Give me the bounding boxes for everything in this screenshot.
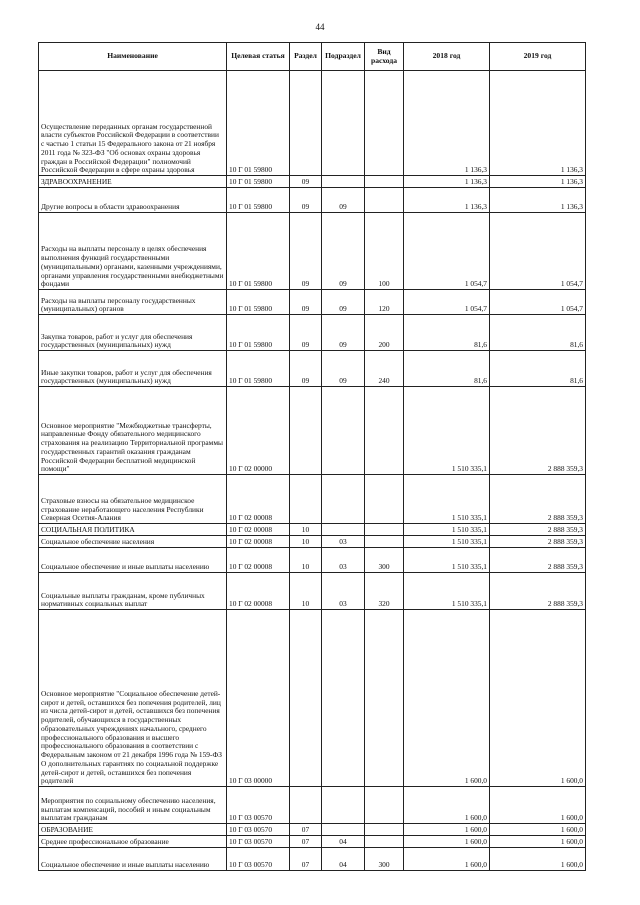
cell-amount-2018: 1 136,3: [404, 71, 490, 176]
cell-amount-2018: 1 054,7: [404, 290, 490, 315]
cell-section: [290, 475, 322, 524]
cell-section: 07: [290, 848, 322, 871]
table-row: [39, 573, 586, 610]
cell-name: Социальное обеспечение населения: [39, 536, 227, 548]
cell-section: 07: [290, 824, 322, 836]
table-row: [39, 213, 586, 290]
table-header-row: [39, 43, 586, 71]
cell-name: Социальное обеспечение и иные выплаты населению: [39, 548, 227, 573]
cell-amount-2019: 1 600,0: [490, 787, 586, 824]
cell-subsection: 09: [322, 351, 365, 387]
cell-subsection: [322, 387, 365, 475]
cell-name: Страховые взносы на обязательное медицинское страхование неработающего населения Республики Северная Осетия-Алания: [39, 475, 227, 524]
cell-target-article: 10 Г 01 59800: [227, 71, 290, 176]
cell-expense-type: [365, 71, 404, 176]
cell-amount-2019: 81,6: [490, 315, 586, 351]
cell-section: [290, 610, 322, 787]
cell-subsection: [322, 524, 365, 536]
cell-amount-2018: 1 136,3: [404, 176, 490, 188]
cell-subsection: 04: [322, 848, 365, 871]
cell-target-article: 10 Г 01 59800: [227, 188, 290, 213]
table-row: [39, 176, 586, 188]
cell-subsection: 03: [322, 573, 365, 610]
cell-amount-2018: 1 510 335,1: [404, 524, 490, 536]
cell-name: Другие вопросы в области здравоохранения: [39, 188, 227, 213]
cell-target-article: 10 Г 01 59800: [227, 290, 290, 315]
cell-name: Осуществление переданных органам государственной власти субъектов Российской Федерации в соответствии с частью 1 статьи 15 Федерального закона от 21 ноября 2011 года № 323-ФЗ "Об основах охраны здоровья граждан в Российской Федерации" полномочий Российской Федерации в сфере охраны здоровья: [39, 71, 227, 176]
cell-expense-type: [365, 836, 404, 848]
cell-amount-2018: 1 600,0: [404, 836, 490, 848]
cell-amount-2019: 2 888 359,3: [490, 536, 586, 548]
cell-expense-type: 320: [365, 573, 404, 610]
cell-section: 09: [290, 213, 322, 290]
cell-name: Расходы на выплаты персоналу в целях обеспечения выполнения функций государственными (муниципальными) органами, казенными учреждениями, органами управления государственными внебюджетными фондами: [39, 213, 227, 290]
header-year-2018: 2018 год: [404, 43, 490, 71]
cell-name: Иные закупки товаров, работ и услуг для обеспечения государственных (муниципальных) нужд: [39, 351, 227, 387]
cell-name: Социальное обеспечение и иные выплаты населению: [39, 848, 227, 871]
cell-section: 09: [290, 176, 322, 188]
cell-expense-type: [365, 176, 404, 188]
cell-name: Основное мероприятие "Социальное обеспечение детей-сирот и детей, оставшихся без попечения родителей, лиц из числа детей-сирот и детей, оставшихся без попечения родителей, обучающихся в государственных образовательных учреждениях начального, среднего профессионального образования и высшего профессионального образования в соответствии с Федеральным законом от 21 декабря 1996 года № 159-ФЗ О дополнительных гарантиях по социальной поддержке детей-сирот и детей, оставшихся без попечения родителей: [39, 610, 227, 787]
cell-amount-2019: 2 888 359,3: [490, 573, 586, 610]
cell-amount-2018: 1 054,7: [404, 213, 490, 290]
cell-amount-2018: 1 600,0: [404, 848, 490, 871]
budget-table: [38, 42, 586, 871]
cell-amount-2019: 1 054,7: [490, 213, 586, 290]
cell-section: 10: [290, 548, 322, 573]
cell-section: 09: [290, 351, 322, 387]
cell-amount-2018: 1 510 335,1: [404, 475, 490, 524]
cell-amount-2019: 1 136,3: [490, 188, 586, 213]
cell-expense-type: [365, 610, 404, 787]
cell-amount-2018: 1 600,0: [404, 610, 490, 787]
cell-target-article: 10 Г 01 59800: [227, 176, 290, 188]
cell-target-article: 10 Г 02 00008: [227, 475, 290, 524]
table-row: [39, 536, 586, 548]
cell-target-article: 10 Г 01 59800: [227, 213, 290, 290]
cell-target-article: 10 Г 02 00008: [227, 536, 290, 548]
cell-subsection: 09: [322, 213, 365, 290]
table-row: [39, 787, 586, 824]
table-row: [39, 315, 586, 351]
cell-target-article: 10 Г 01 59800: [227, 351, 290, 387]
cell-amount-2019: 1 600,0: [490, 610, 586, 787]
table-row: [39, 524, 586, 536]
cell-section: 10: [290, 573, 322, 610]
table-row: [39, 610, 586, 787]
cell-subsection: [322, 610, 365, 787]
table-row: [39, 824, 586, 836]
cell-subsection: [322, 176, 365, 188]
cell-amount-2018: 81,6: [404, 315, 490, 351]
cell-subsection: [322, 787, 365, 824]
cell-amount-2019: 1 136,3: [490, 176, 586, 188]
cell-target-article: 10 Г 02 00008: [227, 573, 290, 610]
cell-target-article: 10 Г 03 00570: [227, 824, 290, 836]
cell-amount-2018: 81,6: [404, 351, 490, 387]
cell-expense-type: [365, 188, 404, 213]
cell-expense-type: 300: [365, 848, 404, 871]
cell-subsection: [322, 71, 365, 176]
cell-section: [290, 787, 322, 824]
header-expense-type: Вид расхода: [365, 43, 404, 71]
cell-amount-2019: 2 888 359,3: [490, 548, 586, 573]
cell-name: СОЦИАЛЬНАЯ ПОЛИТИКА: [39, 524, 227, 536]
cell-section: 09: [290, 188, 322, 213]
cell-expense-type: 240: [365, 351, 404, 387]
cell-section: 10: [290, 536, 322, 548]
cell-amount-2019: 81,6: [490, 351, 586, 387]
cell-expense-type: [365, 787, 404, 824]
cell-amount-2018: 1 510 335,1: [404, 387, 490, 475]
cell-target-article: 10 Г 03 00570: [227, 836, 290, 848]
cell-amount-2019: 1 600,0: [490, 836, 586, 848]
header-subsection: Подраздел: [322, 43, 365, 71]
cell-expense-type: [365, 387, 404, 475]
cell-expense-type: 100: [365, 213, 404, 290]
cell-amount-2019: 1 600,0: [490, 824, 586, 836]
table-row: [39, 387, 586, 475]
cell-amount-2018: 1 600,0: [404, 824, 490, 836]
cell-name: Расходы на выплаты персоналу государственных (муниципальных) органов: [39, 290, 227, 315]
page-number: 44: [315, 22, 325, 32]
cell-amount-2019: 1 600,0: [490, 848, 586, 871]
cell-expense-type: 300: [365, 548, 404, 573]
cell-section: 10: [290, 524, 322, 536]
table-row: [39, 548, 586, 573]
cell-name: Среднее профессиональное образование: [39, 836, 227, 848]
cell-amount-2019: 2 888 359,3: [490, 387, 586, 475]
table-row: [39, 351, 586, 387]
cell-expense-type: 200: [365, 315, 404, 351]
cell-expense-type: [365, 824, 404, 836]
cell-name: Социальные выплаты гражданам, кроме публичных нормативных социальных выплат: [39, 573, 227, 610]
cell-subsection: 03: [322, 548, 365, 573]
cell-target-article: 10 Г 02 00008: [227, 524, 290, 536]
cell-amount-2018: 1 510 335,1: [404, 536, 490, 548]
cell-section: 09: [290, 290, 322, 315]
header-name: Наименование: [39, 43, 227, 71]
cell-target-article: 10 Г 02 00008: [227, 548, 290, 573]
cell-expense-type: 120: [365, 290, 404, 315]
cell-section: 09: [290, 315, 322, 351]
cell-subsection: 03: [322, 536, 365, 548]
cell-expense-type: [365, 475, 404, 524]
cell-subsection: 09: [322, 315, 365, 351]
table-row: [39, 836, 586, 848]
cell-amount-2019: 1 136,3: [490, 71, 586, 176]
table-body: [39, 71, 586, 871]
header-section: Раздел: [290, 43, 322, 71]
cell-name: Закупка товаров, работ и услуг для обеспечения государственных (муниципальных) нужд: [39, 315, 227, 351]
cell-subsection: [322, 475, 365, 524]
cell-amount-2019: 2 888 359,3: [490, 475, 586, 524]
cell-subsection: 09: [322, 290, 365, 315]
cell-amount-2019: 2 888 359,3: [490, 524, 586, 536]
cell-target-article: 10 Г 01 59800: [227, 315, 290, 351]
cell-name: Основное мероприятие "Межбюджетные трансферты, направленные Фонду обязательного медицинского страхования на реализацию Территориальной программы государственных гарантий оказания гражданам Российской Федерации бесплатной медицинской помощи": [39, 387, 227, 475]
cell-section: [290, 387, 322, 475]
cell-subsection: [322, 824, 365, 836]
cell-section: [290, 71, 322, 176]
cell-target-article: 10 Г 03 00570: [227, 848, 290, 871]
cell-target-article: 10 Г 02 00000: [227, 387, 290, 475]
cell-name: Мероприятия по социальному обеспечению населения, выплатам компенсаций, пособий и иным социальным выплатам гражданам: [39, 787, 227, 824]
cell-name: ОБРАЗОВАНИЕ: [39, 824, 227, 836]
cell-name: ЗДРАВООХРАНЕНИЕ: [39, 176, 227, 188]
table-row: [39, 475, 586, 524]
header-year-2019: 2019 год: [490, 43, 586, 71]
cell-target-article: 10 Г 03 00570: [227, 787, 290, 824]
cell-expense-type: [365, 524, 404, 536]
table-row: [39, 848, 586, 871]
cell-target-article: 10 Г 03 00000: [227, 610, 290, 787]
table-row: [39, 188, 586, 213]
cell-amount-2019: 1 054,7: [490, 290, 586, 315]
header-target-article: Целевая статья: [227, 43, 290, 71]
cell-amount-2018: 1 136,3: [404, 188, 490, 213]
cell-expense-type: [365, 536, 404, 548]
table-row: [39, 71, 586, 176]
table-row: [39, 290, 586, 315]
cell-amount-2018: 1 600,0: [404, 787, 490, 824]
cell-amount-2018: 1 510 335,1: [404, 573, 490, 610]
cell-subsection: 04: [322, 836, 365, 848]
cell-subsection: 09: [322, 188, 365, 213]
cell-amount-2018: 1 510 335,1: [404, 548, 490, 573]
cell-section: 07: [290, 836, 322, 848]
